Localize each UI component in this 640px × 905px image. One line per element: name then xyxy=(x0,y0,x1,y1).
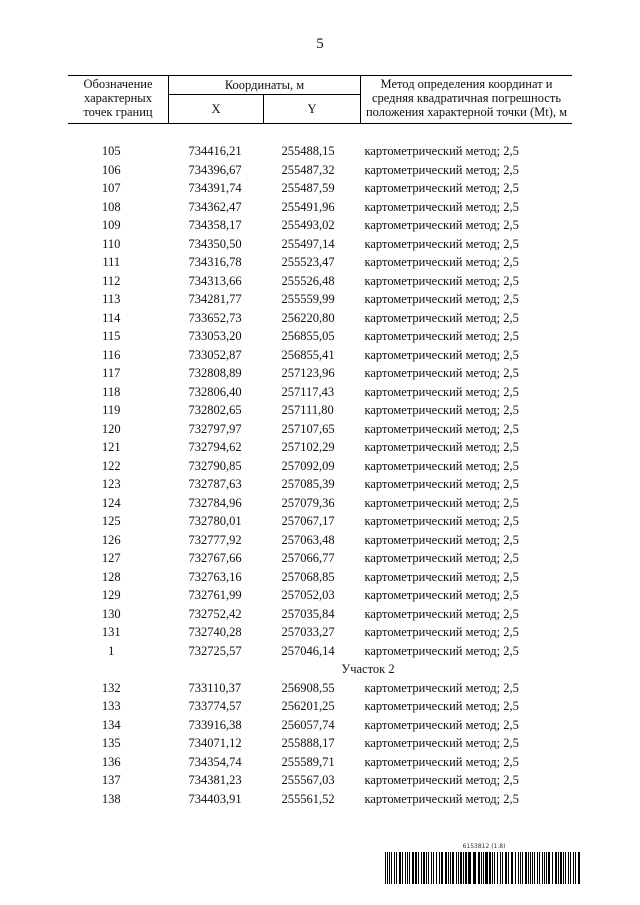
cell-y: 255888,17 xyxy=(281,736,335,751)
cell-method: картометрический метод; 2,5 xyxy=(364,514,519,529)
barcode xyxy=(384,843,584,885)
cell-x: 734403,91 xyxy=(188,791,242,806)
cell-method: картометрический метод; 2,5 xyxy=(364,717,519,732)
cell-y: 255589,71 xyxy=(281,754,335,769)
section-title: Участок 2 xyxy=(341,662,395,677)
cell-method: картометрический метод; 2,5 xyxy=(364,162,519,177)
cell-method: картометрический метод; 2,5 xyxy=(364,551,519,566)
cell-method: картометрический метод; 2,5 xyxy=(364,236,519,251)
cell-x: 732784,96 xyxy=(188,495,242,510)
cell-x: 734354,74 xyxy=(188,754,242,769)
cell-x: 733053,20 xyxy=(188,329,242,344)
cell-x: 732797,97 xyxy=(188,421,242,436)
cell-point: 117 xyxy=(102,366,121,381)
table-row xyxy=(68,772,572,791)
cell-y: 257117,43 xyxy=(281,384,335,399)
cell-point: 123 xyxy=(101,477,121,492)
cell-point: 134 xyxy=(101,717,121,732)
cell-point: 129 xyxy=(101,588,121,603)
cell-method: картометрический метод; 2,5 xyxy=(364,255,519,270)
cell-x: 734316,78 xyxy=(188,255,242,270)
cell-method: картометрический метод; 2,5 xyxy=(364,199,519,214)
table-row xyxy=(68,328,572,347)
cell-point: 126 xyxy=(101,532,121,547)
table-row xyxy=(68,716,572,735)
cell-x: 733652,73 xyxy=(188,310,242,325)
cell-point: 121 xyxy=(101,440,121,455)
cell-y: 255567,03 xyxy=(281,773,335,788)
cell-x: 732752,42 xyxy=(188,606,242,621)
cell-y: 257107,65 xyxy=(281,421,335,436)
cell-point: 127 xyxy=(101,551,121,566)
cell-x: 732794,62 xyxy=(188,440,242,455)
cell-y: 257092,09 xyxy=(281,458,335,473)
cell-point: 110 xyxy=(102,236,121,251)
cell-y: 257066,77 xyxy=(281,551,335,566)
barcode-bars xyxy=(384,852,584,884)
cell-x: 734396,67 xyxy=(188,162,242,177)
table-row xyxy=(68,494,572,513)
cell-x: 732740,28 xyxy=(188,625,242,640)
table-row xyxy=(68,439,572,458)
cell-point: 111 xyxy=(102,255,121,270)
cell-method: картометрический метод; 2,5 xyxy=(364,680,519,695)
cell-method: картометрический метод; 2,5 xyxy=(364,643,519,658)
cell-y: 257068,85 xyxy=(281,569,335,584)
cell-x: 734071,12 xyxy=(188,736,242,751)
table-row xyxy=(68,753,572,772)
cell-x: 734313,66 xyxy=(188,273,242,288)
cell-y: 257102,29 xyxy=(281,440,335,455)
cell-x: 732808,89 xyxy=(188,366,242,381)
cell-y: 255561,52 xyxy=(281,791,335,806)
cell-y: 256201,25 xyxy=(281,699,335,714)
cell-point: 107 xyxy=(101,181,121,196)
cell-method: картометрический метод; 2,5 xyxy=(364,384,519,399)
cell-method: картометрический метод; 2,5 xyxy=(364,403,519,418)
cell-y: 257123,96 xyxy=(281,366,335,381)
cell-y: 255497,14 xyxy=(281,236,335,251)
cell-y: 257046,14 xyxy=(281,643,335,658)
cell-method: картометрический метод; 2,5 xyxy=(364,292,519,307)
table-row xyxy=(68,605,572,624)
cell-method: картометрический метод; 2,5 xyxy=(364,736,519,751)
cell-method: картометрический метод; 2,5 xyxy=(364,606,519,621)
cell-point: 1 xyxy=(108,643,115,658)
cell-y: 255526,48 xyxy=(281,273,335,288)
cell-point: 125 xyxy=(101,514,121,529)
cell-point: 132 xyxy=(101,680,121,695)
cell-y: 255491,96 xyxy=(281,199,335,214)
cell-x: 733052,87 xyxy=(188,347,242,362)
cell-x: 732725,57 xyxy=(188,643,242,658)
cell-method: картометрический метод; 2,5 xyxy=(364,477,519,492)
cell-method: картометрический метод; 2,5 xyxy=(364,218,519,233)
table-row xyxy=(68,531,572,550)
cell-x: 732780,01 xyxy=(188,514,242,529)
cell-y: 257033,27 xyxy=(281,625,335,640)
cell-y: 255523,47 xyxy=(281,255,335,270)
cell-method: картометрический метод; 2,5 xyxy=(364,588,519,603)
cell-method: картометрический метод; 2,5 xyxy=(364,440,519,455)
table-row xyxy=(68,698,572,717)
cell-x: 734362,47 xyxy=(188,199,242,214)
cell-point: 136 xyxy=(101,754,121,769)
page-number: 5 xyxy=(316,36,324,52)
cell-y: 256220,80 xyxy=(281,310,335,325)
cell-point: 122 xyxy=(101,458,121,473)
cell-x: 734381,23 xyxy=(188,773,242,788)
header-point: Обозначение характерных точек границ xyxy=(68,76,169,124)
cell-method: картометрический метод; 2,5 xyxy=(364,310,519,325)
header-x: X xyxy=(169,95,264,124)
section-row xyxy=(68,661,572,680)
cell-method: картометрический метод; 2,5 xyxy=(364,532,519,547)
table-row xyxy=(68,476,572,495)
cell-y: 255559,99 xyxy=(281,292,335,307)
cell-y: 257067,17 xyxy=(281,514,335,529)
table-row xyxy=(68,309,572,328)
cell-y: 255493,02 xyxy=(281,218,335,233)
cell-x: 734391,74 xyxy=(188,181,242,196)
cell-x: 734281,77 xyxy=(188,292,242,307)
cell-x: 732802,65 xyxy=(188,403,242,418)
cell-method: картометрический метод; 2,5 xyxy=(364,495,519,510)
cell-method: картометрический метод; 2,5 xyxy=(364,754,519,769)
cell-y: 257035,84 xyxy=(281,606,335,621)
cell-x: 734416,21 xyxy=(188,144,242,159)
cell-method: картометрический метод; 2,5 xyxy=(364,347,519,362)
cell-y: 257052,03 xyxy=(281,588,335,603)
cell-x: 732787,63 xyxy=(188,477,242,492)
table-row xyxy=(68,457,572,476)
cell-method: картометрический метод; 2,5 xyxy=(364,144,519,159)
cell-method: картометрический метод; 2,5 xyxy=(364,366,519,381)
table-row xyxy=(68,624,572,643)
table-row xyxy=(68,587,572,606)
cell-y: 255488,15 xyxy=(281,144,335,159)
table-row xyxy=(68,272,572,291)
cell-method: картометрический метод; 2,5 xyxy=(364,569,519,584)
cell-x: 734358,17 xyxy=(188,218,242,233)
cell-point: 137 xyxy=(101,773,121,788)
cell-y: 256855,41 xyxy=(281,347,335,362)
table-row xyxy=(68,346,572,365)
cell-y: 256908,55 xyxy=(281,680,335,695)
header-method: Метод определения координат и средняя квадратичная погрешность положения характерной точки (Mt), м xyxy=(361,76,573,124)
cell-y: 257063,48 xyxy=(281,532,335,547)
cell-method: картометрический метод; 2,5 xyxy=(364,273,519,288)
cell-y: 256057,74 xyxy=(281,717,335,732)
cell-x: 733774,57 xyxy=(188,699,242,714)
table-row xyxy=(68,235,572,254)
cell-x: 733916,38 xyxy=(188,717,242,732)
table-row xyxy=(68,143,572,162)
cell-point: 138 xyxy=(101,791,121,806)
cell-method: картометрический метод; 2,5 xyxy=(364,791,519,806)
table-row xyxy=(68,790,572,809)
cell-point: 106 xyxy=(101,162,121,177)
cell-method: картометрический метод; 2,5 xyxy=(364,181,519,196)
table-row xyxy=(68,217,572,236)
cell-point: 130 xyxy=(101,606,121,621)
cell-point: 116 xyxy=(102,347,121,362)
cell-x: 732767,66 xyxy=(188,551,242,566)
cell-point: 109 xyxy=(101,218,121,233)
header-coordinates: Координаты, м xyxy=(169,76,361,95)
cell-method: картометрический метод; 2,5 xyxy=(364,625,519,640)
cell-method: картометрический метод; 2,5 xyxy=(364,421,519,436)
cell-point: 128 xyxy=(101,569,121,584)
table-row xyxy=(68,198,572,217)
cell-x: 732790,85 xyxy=(188,458,242,473)
cell-point: 119 xyxy=(102,403,121,418)
table-row xyxy=(68,642,572,661)
cell-point: 112 xyxy=(102,273,121,288)
cell-point: 105 xyxy=(101,144,121,159)
cell-x: 733110,37 xyxy=(188,680,242,695)
table-row xyxy=(68,291,572,310)
cell-point: 120 xyxy=(101,421,121,436)
cell-point: 108 xyxy=(101,199,121,214)
coordinates-table xyxy=(68,75,572,809)
cell-point: 114 xyxy=(102,310,121,325)
cell-x: 734350,50 xyxy=(188,236,242,251)
barcode-code: 6153812 (1.8) xyxy=(462,843,506,850)
cell-method: картометрический метод; 2,5 xyxy=(364,458,519,473)
cell-point: 113 xyxy=(102,292,121,307)
cell-x: 732806,40 xyxy=(188,384,242,399)
cell-point: 118 xyxy=(102,384,121,399)
table-row xyxy=(68,735,572,754)
cell-point: 124 xyxy=(101,495,121,510)
table-row xyxy=(68,420,572,439)
cell-y: 257085,39 xyxy=(281,477,335,492)
cell-x: 732763,16 xyxy=(188,569,242,584)
cell-y: 257079,36 xyxy=(281,495,335,510)
table-row xyxy=(68,383,572,402)
table-row xyxy=(68,254,572,273)
cell-point: 115 xyxy=(102,329,121,344)
table-row xyxy=(68,365,572,384)
table-row xyxy=(68,550,572,569)
cell-x: 732761,99 xyxy=(188,588,242,603)
cell-point: 135 xyxy=(101,736,121,751)
cell-y: 257111,80 xyxy=(281,403,334,418)
cell-y: 255487,59 xyxy=(281,181,335,196)
table-row xyxy=(68,513,572,532)
table-row xyxy=(68,402,572,421)
table-body xyxy=(68,124,572,809)
cell-x: 732777,92 xyxy=(188,532,242,547)
table-row xyxy=(68,161,572,180)
cell-point: 131 xyxy=(101,625,121,640)
cell-y: 256855,05 xyxy=(281,329,335,344)
cell-method: картометрический метод; 2,5 xyxy=(364,329,519,344)
cell-method: картометрический метод; 2,5 xyxy=(364,773,519,788)
table-row xyxy=(68,679,572,698)
cell-method: картометрический метод; 2,5 xyxy=(364,699,519,714)
table-row xyxy=(68,568,572,587)
cell-y: 255487,32 xyxy=(281,162,335,177)
table-row xyxy=(68,180,572,199)
cell-point: 133 xyxy=(101,699,121,714)
header-y: Y xyxy=(264,95,361,124)
